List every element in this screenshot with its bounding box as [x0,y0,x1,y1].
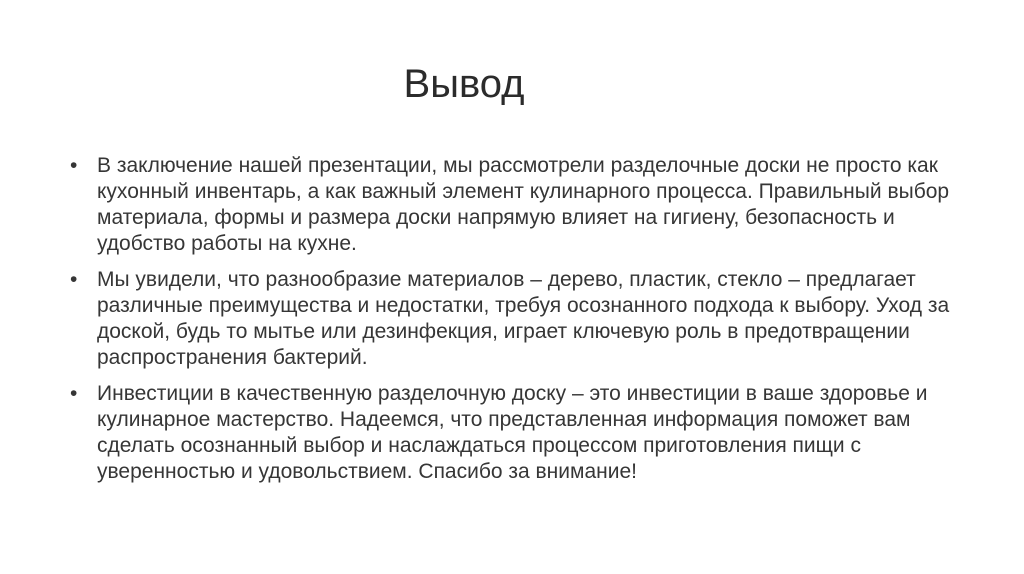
bullet-item [70,153,950,257]
bullet-list [70,153,950,495]
bullet-text: В заключение нашей презентации, мы рассмотрели разделочные доски не просто как кухонный инвентарь, а как важный элемент кулинарного процесса. Правильный выбор материала, формы и размера доски напрямую влияет на гигиену, безопасность и удобство работы на кухне. [97,154,950,255]
bullet-marker: • [70,382,78,405]
bullet-text: Мы увидели, что разнообразие материалов – дерево, пластик, стекло – предлагает различные преимущества и недостатки, требуя осознанного подхода к выбору. Уход за доской, будь то мытье или дезинфекция, играет ключевую роль в предотвращении распространения бактерий. [97,268,950,369]
bullet-marker: • [70,154,78,177]
bullet-item [70,267,950,371]
bullet-text: Инвестиции в качественную разделочную доску – это инвестиции в ваше здоровье и кулинарное мастерство. Надеемся, что представленная информация поможет вам сделать осознанный выбор и наслаждаться процессом приготовления пищи с уверенностью и удовольствием. Спасибо за внимание! [97,382,928,483]
bullet-marker: • [70,268,78,291]
slide-title: Вывод [403,62,525,106]
bullet-item [70,381,950,485]
